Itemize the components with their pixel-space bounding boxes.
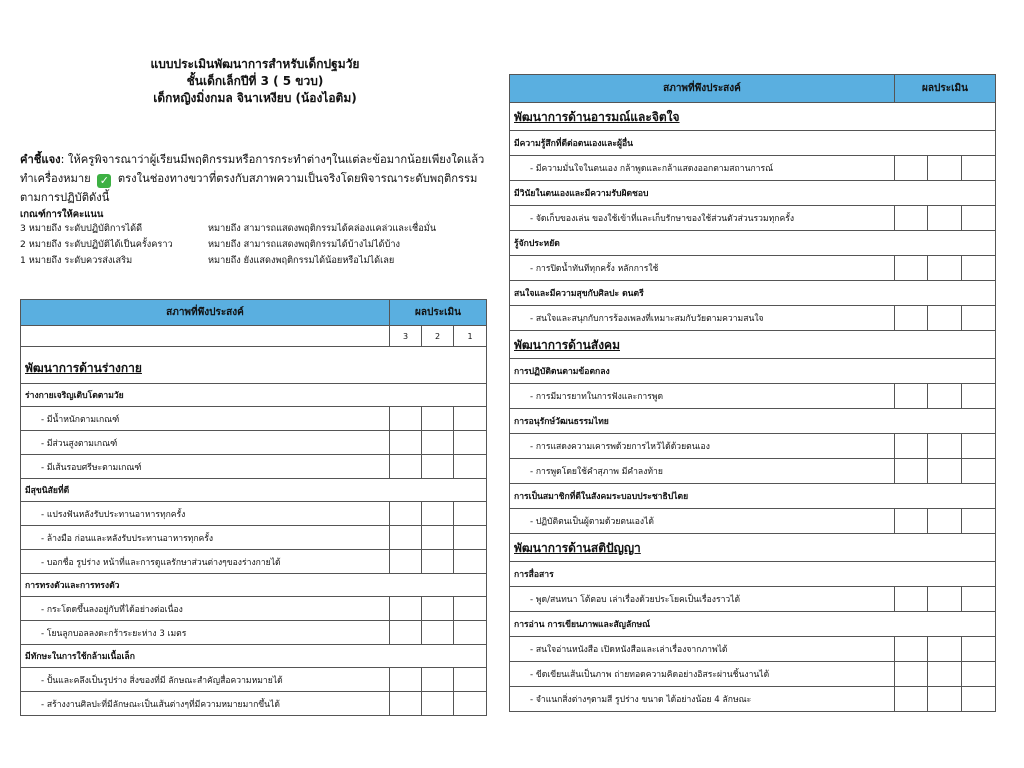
score-cell-3[interactable] [895,509,928,534]
subsection-heading: มีสุขนิสัยที่ดี [21,479,487,502]
score-header-1: 1 [454,326,487,347]
criteria-heading: เกณฑ์การให้คะแนน [20,209,104,220]
subsection-heading: มีทักษะในการใช้กล้ามเนื้อเล็ก [21,645,487,668]
section-row [21,347,487,384]
score-cell-1[interactable] [962,256,996,281]
item-label: - มีความมั่นใจในตนเอง กล้าพูดและกล้าแสดงออกตามสถานการณ์ [510,156,895,181]
criteria-level-3: 3 หมายถึง ระดับปฏิบัติการได้ดี [20,223,143,234]
item-label: - มีเส้นรอบศรีษะตามเกณฑ์ [21,455,390,479]
subsection-row [510,281,996,306]
table-row [21,550,487,574]
criteria-meaning-2: หมายถึง สามารถแสดงพฤติกรรมได้บ้างไม่ได้บ้าง [208,239,400,250]
item-label: - การแสดงความเคารพด้วยการไหว้ได้ด้วยตนเอง [510,434,895,459]
section-heading: พัฒนาการด้านสังคม [510,331,996,359]
score-cell-2[interactable] [928,256,962,281]
section-row [510,331,996,359]
table-row [510,509,996,534]
score-cell-3[interactable] [390,621,422,645]
score-cell-3[interactable] [895,156,928,181]
criteria-meaning-3: หมายถึง สามารถแสดงพฤติกรรมได้คล่องแคล่วและเชื่อมั่น [208,223,437,234]
title-line-1: แบบประเมินพัฒนาการสำหรับเด็กปฐมวัย [150,57,360,71]
score-cell-2[interactable] [422,526,454,550]
subsection-heading: มีวินัยในตนเองและมีความรับผิดชอบ [510,181,996,206]
subsection-heading: สนใจและมีความสุขกับศิลปะ ดนตรี [510,281,996,306]
table-row [21,407,487,431]
score-cell-1[interactable] [454,502,487,526]
score-cell-2[interactable] [422,455,454,479]
table-row [510,206,996,231]
instructions-label: คำชี้แจง [20,153,61,166]
criteria-meaning-1: หมายถึง ยังแสดงพฤติกรรมได้น้อยหรือไม่ได้เลย [208,255,395,266]
table-row [21,597,487,621]
score-cell-1[interactable] [962,434,996,459]
subsection-row [510,131,996,156]
subsection-row [21,384,487,407]
item-label: - จำแนกสิ่งต่างๆตามสี รูปร่าง ขนาด ได้อย่างน้อย 4 ลักษณะ [510,687,895,712]
score-header-blank [21,326,390,347]
table-row [21,668,487,692]
item-label: - มีน้ำหนักตามเกณฑ์ [21,407,390,431]
score-cell-3[interactable] [390,407,422,431]
criteria-levels [20,221,173,269]
table-row [510,156,996,181]
table-row [510,306,996,331]
item-label: - ปั้นและคลึงเป็นรูปร่าง สิ่งของที่มี ลักษณะสำคัญสื่อความหมายได้ [21,668,390,692]
instructions [20,150,488,207]
item-label: - การปิดน้ำทันทีทุกครั้ง หลักการใช้ [510,256,895,281]
table-row [510,256,996,281]
title-line-2: ชั้นเด็กเล็กปีที่ 3 ( 5 ขวบ) [186,74,324,88]
table-row [510,637,996,662]
score-cell-2[interactable] [928,637,962,662]
score-cell-1[interactable] [454,407,487,431]
score-cell-3[interactable] [895,587,928,612]
item-label: - การมีมารยาทในการฟังและการพูด [510,384,895,409]
assessment-table-left [20,299,487,716]
score-cell-1[interactable] [962,509,996,534]
item-label: - บอกชื่อ รูปร่าง หน้าที่และการดูแลรักษาส่วนต่างๆของร่างกายได้ [21,550,390,574]
score-cell-2[interactable] [422,621,454,645]
subsection-row [510,409,996,434]
assessment-table-right [509,74,996,712]
table-row [510,687,996,712]
score-cell-3[interactable] [390,431,422,455]
score-cell-3[interactable] [895,384,928,409]
score-cell-3[interactable] [895,459,928,484]
score-cell-2[interactable] [928,306,962,331]
score-cell-1[interactable] [962,662,996,687]
score-cell-2[interactable] [928,509,962,534]
subsection-row [21,574,487,597]
subsection-heading: มีความรู้สึกที่ดีต่อตนเองและผู้อื่น [510,131,996,156]
score-cell-3[interactable] [390,692,422,716]
score-cell-1[interactable] [454,692,487,716]
table-row [21,502,487,526]
item-label: - สนใจอ่านหนังสือ เปิดหนังสือและเล่าเรื่องจากภาพได้ [510,637,895,662]
score-cell-1[interactable] [962,587,996,612]
score-cell-3[interactable] [390,550,422,574]
score-cell-2[interactable] [422,597,454,621]
section-heading: พัฒนาการด้านร่างกาย [21,347,487,384]
subsection-heading: การเป็นสมาชิกที่ดีในสังคมระบอบประชาธิปไตย [510,484,996,509]
item-label: - สร้างงานศิลปะที่มีลักษณะเป็นเส้นต่างๆที่มีความหมายมากขึ้นได้ [21,692,390,716]
subsection-heading: การอนุรักษ์วัฒนธรรมไทย [510,409,996,434]
checkmark-icon: ✓ [97,174,111,188]
score-cell-2[interactable] [928,206,962,231]
table-row [510,434,996,459]
item-label: - จัดเก็บของเล่น ของใช้เข้าที่และเก็บรักษาของใช้ส่วนตัวส่วนรวมทุกครั้ง [510,206,895,231]
score-cell-2[interactable] [422,407,454,431]
subsection-row [510,231,996,256]
header-desired: สภาพที่พึงประสงค์ [510,75,895,103]
header-result: ผลประเมิน [895,75,996,103]
table-row [510,662,996,687]
table-row [21,431,487,455]
criteria-meanings [208,221,436,269]
subsection-row [510,359,996,384]
criteria-level-2: 2 หมายถึง ระดับปฏิบัติได้เป็นครั้งคราว [20,239,173,250]
score-cell-3[interactable] [390,597,422,621]
score-header-3: 3 [390,326,422,347]
score-cell-1[interactable] [454,597,487,621]
subsection-row [510,612,996,637]
subsection-heading: ร่างกายเจริญเติบโตตามวัย [21,384,487,407]
subsection-row [21,645,487,668]
table-row [510,459,996,484]
score-cell-3[interactable] [895,256,928,281]
score-cell-1[interactable] [962,306,996,331]
table-row [510,384,996,409]
score-cell-3[interactable] [895,637,928,662]
score-cell-2[interactable] [928,587,962,612]
score-cell-2[interactable] [422,502,454,526]
item-label: - ขีดเขียนเส้นเป็นภาพ ถ่ายทอดความคิดอย่างอิสระผ่านชิ้นงานได้ [510,662,895,687]
subsection-row [510,484,996,509]
score-cell-1[interactable] [454,550,487,574]
subsection-heading: การอ่าน การเขียนภาพและสัญลักษณ์ [510,612,996,637]
header-result: ผลประเมิน [390,300,487,326]
score-cell-1[interactable] [454,668,487,692]
section-row [510,103,996,131]
table-row [21,692,487,716]
header-desired: สภาพที่พึงประสงค์ [21,300,390,326]
score-cell-3[interactable] [390,526,422,550]
item-label: - การพูดโดยใช้คำสุภาพ มีคำลงท้าย [510,459,895,484]
document-title [90,56,420,107]
section-row [510,534,996,562]
score-cell-1[interactable] [454,526,487,550]
table-row [510,587,996,612]
score-cell-3[interactable] [895,434,928,459]
table-row [21,621,487,645]
score-cell-3[interactable] [895,687,928,712]
score-cell-2[interactable] [928,384,962,409]
score-cell-1[interactable] [454,431,487,455]
item-label: - พูด/สนทนา โต้ตอบ เล่าเรื่องด้วยประโยคเป็นเรื่องราวได้ [510,587,895,612]
subsection-row [510,562,996,587]
item-label: - ปฏิบัติตนเป็นผู้ตามด้วยตนเองได้ [510,509,895,534]
item-label: - ล้างมือ ก่อนและหลังรับประทานอาหารทุกครั้ง [21,526,390,550]
score-cell-2[interactable] [928,434,962,459]
item-label: - สนใจและสนุกกับการร้องเพลงที่เหมาะสมกับวัยตามความสนใจ [510,306,895,331]
title-line-3: เด็กหญิงมิ่งกมล จินาเหงียบ (น้องไอติม) [153,91,357,105]
score-cell-2[interactable] [928,459,962,484]
criteria-level-1: 1 หมายถึง ระดับควรส่งเสริม [20,255,133,266]
subsection-heading: การสื่อสาร [510,562,996,587]
subsection-heading: รู้จักประหยัด [510,231,996,256]
score-cell-3[interactable] [895,306,928,331]
score-cell-2[interactable] [422,692,454,716]
table-row [21,526,487,550]
score-cell-1[interactable] [962,687,996,712]
score-cell-2[interactable] [928,156,962,181]
score-cell-1[interactable] [962,206,996,231]
score-cell-1[interactable] [962,637,996,662]
instructions-text-before: : ให้ครูพิจารณาว่าผู้เรียนมีพฤติกรรมหรือการกระทำต่างๆในแต่ละข้อมากน้อยเพียงใดแล้วทำเครื่องหมาย [20,153,485,185]
score-cell-3[interactable] [390,455,422,479]
section-heading: พัฒนาการด้านอารมณ์และจิตใจ [510,103,996,131]
score-cell-2[interactable] [928,687,962,712]
score-cell-2[interactable] [422,550,454,574]
item-label: - กระโดดขึ้นลงอยู่กับที่ได้อย่างต่อเนื่อง [21,597,390,621]
item-label: - โยนลูกบอลลงตะกร้าระยะห่าง 3 เมตร [21,621,390,645]
score-cell-1[interactable] [962,384,996,409]
section-heading: พัฒนาการด้านสติปัญญา [510,534,996,562]
score-cell-3[interactable] [390,502,422,526]
score-cell-3[interactable] [390,668,422,692]
score-cell-1[interactable] [454,455,487,479]
score-cell-2[interactable] [928,662,962,687]
score-cell-2[interactable] [422,668,454,692]
subsection-heading: การทรงตัวและการทรงตัว [21,574,487,597]
score-cell-3[interactable] [895,206,928,231]
item-label: - มีส่วนสูงตามเกณฑ์ [21,431,390,455]
score-cell-1[interactable] [962,459,996,484]
subsection-row [21,479,487,502]
score-cell-2[interactable] [422,431,454,455]
score-cell-1[interactable] [962,156,996,181]
subsection-heading: การปฏิบัติตนตามข้อตกลง [510,359,996,384]
instructions-text-after: ตรงในช่องทางขวาที่ตรงกับสภาพความเป็นจริงโดยพิจารณาระดับพฤติกรรมตามการปฏิบัติดังนี้ [20,172,478,204]
score-cell-1[interactable] [454,621,487,645]
table-row [21,455,487,479]
score-header-2: 2 [422,326,454,347]
subsection-row [510,181,996,206]
item-label: - แปรงฟันหลังรับประทานอาหารทุกครั้ง [21,502,390,526]
score-cell-3[interactable] [895,662,928,687]
